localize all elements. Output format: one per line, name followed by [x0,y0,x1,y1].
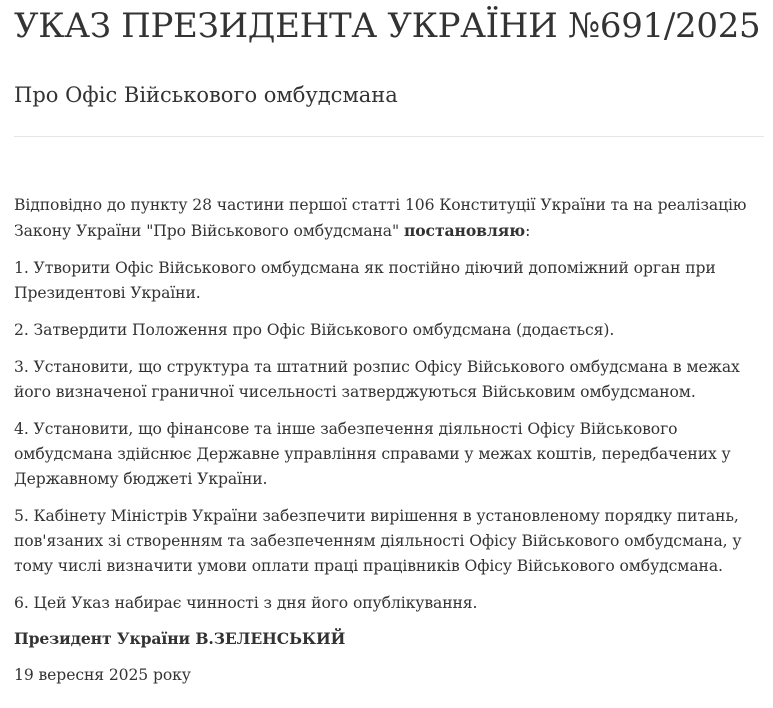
decree-body [14,193,764,700]
decree-item-1: 1. Утворити Офіс Військового омбудсмана як постійно діючий допоміжний орган при Президентові України. [14,259,716,302]
decree-item-5: 5. Кабінету Міністрів України забезпечити вирішення в установленому порядку питань, пов'язаних зі створенням та забезпеченням діяльності Офісу Військового омбудсмана, у тому числі визначити умови оплати праці працівників Офісу Військового омбудсмана. [14,507,742,575]
page-subtitle: Про Офіс Військового омбудсмана [14,83,398,107]
signature: Президент України В.ЗЕЛЕНСЬКИЙ [14,629,346,648]
preamble-colon: : [525,222,531,240]
preamble-paragraph [14,193,764,244]
divider [14,136,764,137]
decree-item-4: 4. Установити, що фінансове та інше забезпечення діяльності Офісу Військового омбудсмана здійснює Державне управління справами у межах коштів, передбачених у Державному бюджеті України. [14,420,731,488]
page-title: УКАЗ ПРЕЗИДЕНТА УКРАЇНИ №691/2025 [14,6,761,46]
decree-item-2: 2. Затвердити Положення про Офіс Військового омбудсмана (додається). [14,321,615,339]
preamble-text: Відповідно до пункту 28 частини першої статті 106 Конституції України та на реалізацію Закону України "Про Військового омбудсмана" [14,196,747,240]
preamble-decree-word: постановляю [403,221,526,240]
decree-date: 19 вересня 2025 року [14,666,191,684]
decree-item-6: 6. Цей Указ набирає чинності з дня його опублікування. [14,594,478,612]
decree-item-3: 3. Установити, що структура та штатний розпис Офісу Військового омбудсмана в межах його визначеної граничної чисельності затверджуються Військовим омбудсманом. [14,358,740,401]
